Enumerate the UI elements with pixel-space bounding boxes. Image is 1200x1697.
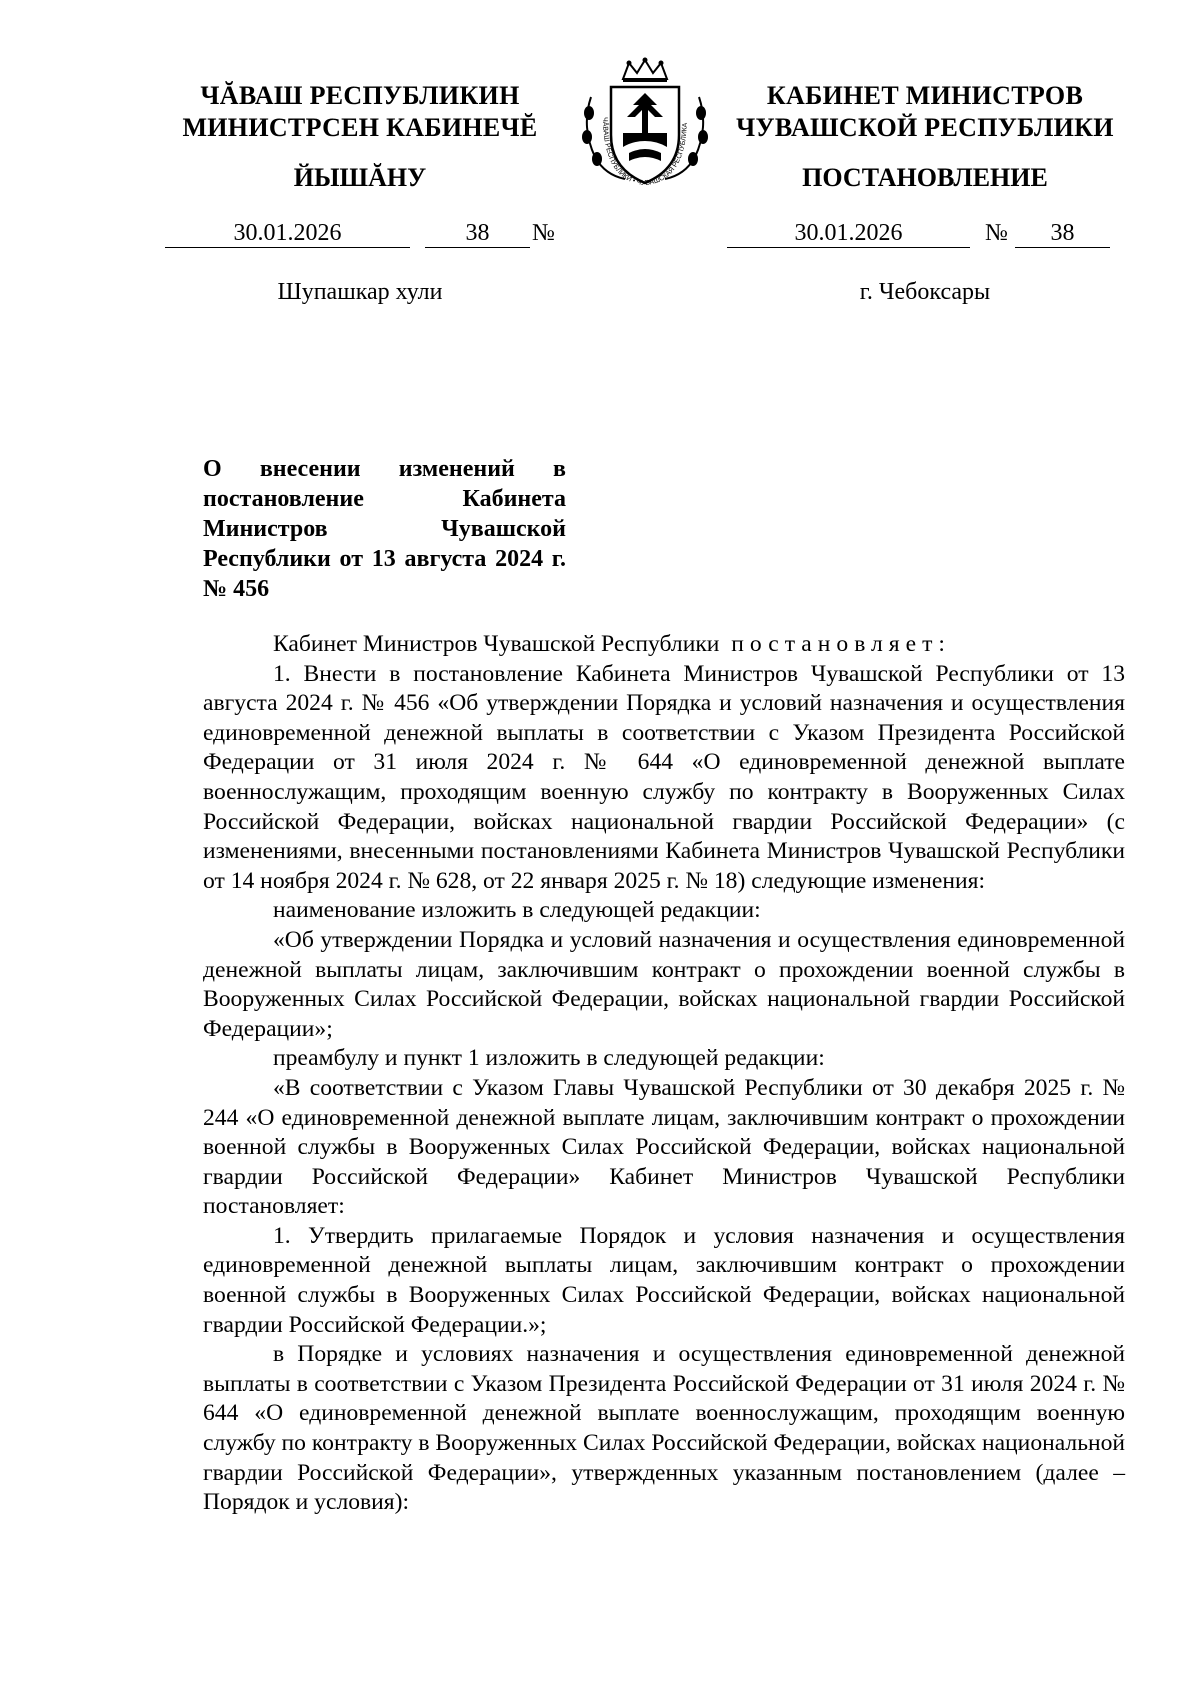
coat-of-arms-icon	[573, 57, 718, 192]
document-body	[203, 630, 1125, 1518]
left-organization-name	[165, 80, 555, 144]
body-paragraph: преамбулу и пункт 1 изложить в следующей редакции:	[273, 1045, 825, 1072]
right-place: г. Чебоксары	[859, 279, 991, 305]
emblem-ring-text: ЧĂВАШ РЕСПУБЛИКИ • ЧУВАШСКАЯ РЕСПУБЛИКА	[600, 117, 689, 188]
body-paragraph: «В соответствии с Указом Главы Чувашской Республики от 30 декабря 2025 г. № 244 «О единовременной денежной выплате лицам, заключившим контракт о прохождении военной службы в Вооруженных Силах Российской Федерации, войсках национальной гвардии Российской Федерации» Кабинет Министров Чувашской Республики постановляет:	[203, 1074, 1125, 1220]
body-paragraph: 1. Внести в постановление Кабинета Министров Чувашской Республики от 13 августа 2024 г. № 456 «Об утверждении Порядка и условий назначения и осуществления единовременной денежной выплаты в соответствии с Указом Президента Российской Федерации от 31 июля 2024 г. № 644 «О единовременной денежной выплате военнослужащим, проходящим военную службу по контракту в Вооруженных Силах Российской Федерации, войсках национальной гвардии Российской Федерации» (с изменениями, внесенными постановлениями Кабинета Министров Чувашской Республики от 14 ноября 2024 г. № 628, от 22 января 2025 г. № 18) следующие изменения:	[203, 660, 1125, 894]
left-document-type: ЙЫШĂНУ	[293, 163, 427, 192]
right-organization-name	[720, 80, 1130, 144]
emblem-graphic	[573, 57, 718, 192]
right-date-field: 30.01.2026	[727, 219, 970, 248]
intro-text: Кабинет Министров Чувашской Республики	[273, 631, 720, 657]
left-number-sign: №	[532, 220, 555, 246]
right-org-line-1: КАБИНЕТ МИНИСТРОВ	[766, 81, 1084, 110]
right-number-sign: №	[985, 220, 1008, 246]
right-document-type: ПОСТАНОВЛЕНИЕ	[802, 163, 1048, 192]
body-intro	[203, 630, 1125, 660]
body-paragraph: в Порядке и условиях назначения и осуществления единовременной денежной выплаты в соответствии с Указом Президента Российской Федерации от 31 июля 2024 г. № 644 «О единовременной денежной выплате военнослужащим, проходящим военную службу по контракту в Вооруженных Силах Российской Федерации, войсках национальной гвардии Российской Федерации», утвержденных указанным постановлением (далее – Порядок и условия):	[203, 1341, 1125, 1516]
left-number-field: 38	[425, 219, 530, 248]
right-number-field: 38	[1015, 219, 1110, 248]
left-org-line-2: МИНИСТРСЕН КАБИНЕЧĔ	[182, 113, 538, 142]
right-org-line-2: ЧУВАШСКОЙ РЕСПУБЛИКИ	[736, 113, 1114, 142]
body-paragraph: наименование изложить в следующей редакции:	[273, 897, 761, 924]
document-subject: О внесении изменений в постановление Кабинета Министров Чувашской Республики от 13 августа 2024 г. № 456	[203, 456, 566, 602]
left-org-line-1: ЧĂВАШ РЕСПУБЛИКИН	[200, 81, 520, 110]
left-place: Шупашкар хули	[277, 279, 443, 305]
intro-spaced-verb: постановляет:	[731, 631, 951, 657]
left-date-field: 30.01.2026	[165, 219, 410, 248]
body-paragraph: «Об утверждении Порядка и условий назначения и осуществления единовременной денежной выплаты лицам, заключившим контракт о прохождении военной службы в Вооруженных Силах Российской Федерации, войсках национальной гвардии Российской Федерации»;	[203, 926, 1125, 1042]
body-paragraph: 1. Утвердить прилагаемые Порядок и условия назначения и осуществления единовременной денежной выплаты лицам, заключившим контракт о прохождении военной службы в Вооруженных Силах Российской Федерации, войсках национальной гвардии Российской Федерации.»;	[203, 1222, 1125, 1338]
